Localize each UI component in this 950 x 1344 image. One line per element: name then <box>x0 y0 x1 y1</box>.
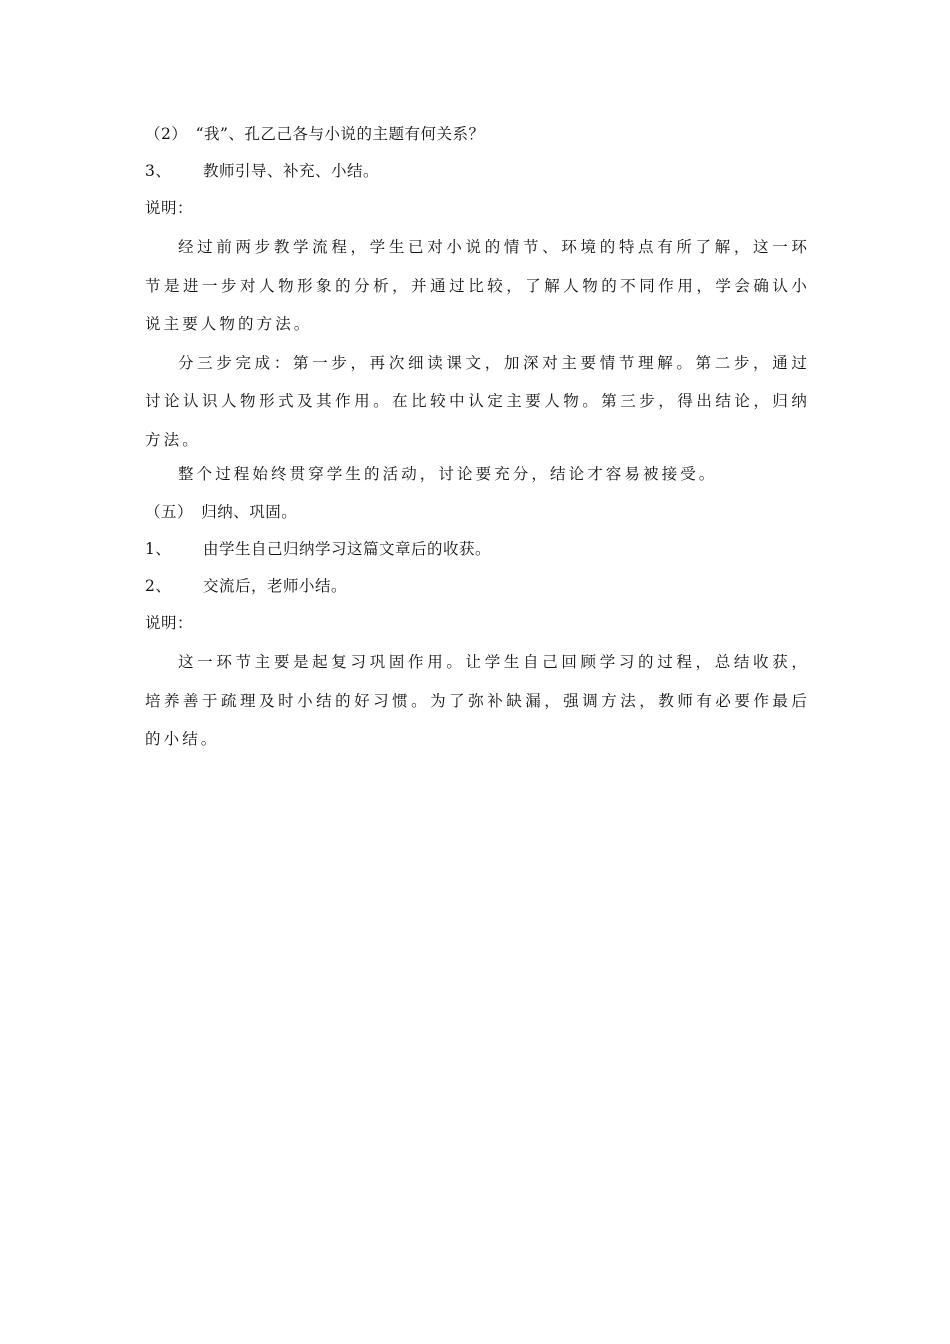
step-3-number: 3、 <box>145 162 172 180</box>
explanation-paragraph-1: 经过前两步教学流程，学生已对小说的情节、环境的特点有所了解，这一环节是进一步对人物形象的分析，并通过比较，了解人物的不同作用，学会确认小说主要人物的方法。 <box>145 238 810 333</box>
explanation-paragraph-4: 这一环节主要是起复习巩固作用。让学生自己回顾学习的过程，总结收获，培养善于疏理及时小结的好习惯。为了弥补缺漏，强调方法，教师有必要作最后的小结。 <box>145 653 810 748</box>
step-1-number: 1、 <box>145 540 172 558</box>
step-2-text: 交流后，老师小结。 <box>203 577 348 595</box>
step-2-number: 2、 <box>145 577 172 595</box>
explanation-label-2: 说明： <box>145 614 194 632</box>
step-2 <box>145 576 810 596</box>
question-2: （2） “我”、孔乙己各与小说的主题有何关系？ <box>145 125 485 143</box>
explanation-paragraph-2: 分三步完成：第一步，再次细读课文，加深对主要情节理解。第二步，通过讨论认识人物形式及其作用。在比较中认定主要人物。第三步，得出结论，归纳方法。 <box>145 353 810 449</box>
explanation-label-1: 说明： <box>145 199 194 217</box>
section-title-5: （五） 归纳、巩固。 <box>145 503 298 521</box>
step-1 <box>145 539 810 559</box>
explanation-paragraph-3: 整个过程始终贯穿学生的活动，讨论要充分，结论才容易被接受。 <box>178 465 718 483</box>
step-1-text: 由学生自己归纳学习这篇文章后的收获。 <box>203 540 492 558</box>
step-3 <box>145 161 810 181</box>
document-body <box>145 124 810 759</box>
step-3-text: 教师引导、补充、小结。 <box>203 162 380 180</box>
